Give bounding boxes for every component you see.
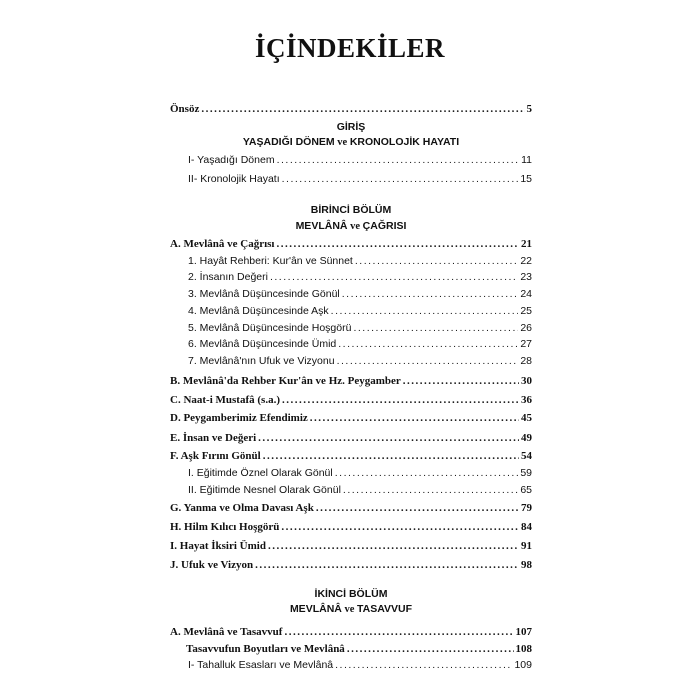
toc-entry-page: 23 [520, 271, 532, 283]
toc-entry [188, 152, 532, 168]
toc-entry-label: I- Yaşadığı Dönem [188, 154, 275, 166]
toc-entry-page: 15 [520, 173, 532, 185]
toc-entry-page: 45 [521, 412, 532, 424]
toc-entry-label: D. Peygamberimiz Efendimiz [170, 412, 308, 424]
dot-leader [201, 101, 524, 117]
dot-leader [277, 152, 520, 168]
toc-entry-page: 91 [521, 540, 532, 552]
toc-entry-page: 5 [526, 103, 532, 115]
toc-entry [170, 373, 532, 389]
toc-entry-label: Önsöz [170, 103, 200, 115]
toc-entry-label: II. Eğitimde Nesnel Olarak Gönül [188, 484, 341, 496]
toc-entry-page: 28 [520, 355, 532, 367]
subheading-part: MEVLÂNÂ [289, 603, 342, 615]
dot-leader [310, 410, 519, 426]
toc-entry-label: I- Tahalluk Esasları ve Mevlânâ [188, 659, 334, 671]
toc-entry [170, 557, 532, 573]
toc-entry-onsoz [170, 101, 532, 117]
dot-leader [343, 482, 518, 498]
subheading-part: ÇAĞRISI [362, 220, 407, 232]
toc-entry-label: 7. Mevlânâ'nın Ufuk ve Vizyonu [188, 355, 335, 367]
toc-entry [170, 392, 532, 408]
toc-entry-page: 59 [520, 467, 532, 479]
toc-entry-page: 49 [521, 432, 532, 444]
toc-entry-page: 54 [521, 450, 532, 462]
toc-entry-label: A. Mevlânâ ve Tasavvuf [170, 626, 283, 638]
toc-entry-page: 11 [521, 154, 532, 166]
toc-entry-page: 24 [520, 288, 532, 300]
toc-entry-page: 109 [514, 659, 532, 671]
toc-entry [170, 519, 532, 535]
toc-entry-page: 25 [520, 305, 532, 317]
dot-leader [282, 171, 519, 187]
toc-entry-page: 21 [521, 238, 532, 250]
toc-entry-label: 3. Mevlânâ Düşüncesinde Gönül [188, 288, 340, 300]
dot-leader [281, 519, 519, 535]
toc-entry-page: 65 [520, 484, 532, 496]
toc-entry [188, 465, 532, 481]
toc-entry [188, 353, 532, 369]
toc-entry [170, 500, 532, 516]
toc-entry-page: 30 [521, 375, 532, 387]
toc-entry-page: 98 [521, 559, 532, 571]
toc-entry-label: Tasavvufun Boyutları ve Mevlânâ [186, 643, 345, 655]
subheading-part: TASAVVUF [357, 603, 413, 615]
dot-leader [316, 500, 519, 516]
dot-leader [255, 557, 519, 573]
toc-entry [188, 320, 532, 336]
toc-entry-label: I. Eğitimde Öznel Olarak Gönül [188, 467, 333, 479]
subheading-connector: ve [341, 604, 358, 615]
toc-entry [188, 269, 532, 285]
subheading-connector: ve [334, 137, 350, 148]
subheading-connector: ve [347, 221, 363, 232]
dot-leader [353, 320, 518, 336]
subheading-part: YAŞADIĞI DÖNEM [242, 136, 335, 148]
toc-entry [188, 482, 532, 498]
toc-entry-page: 27 [520, 338, 532, 350]
dot-leader [284, 624, 513, 640]
section-heading-birinci: BİRİNCİ BÖLÜM [310, 204, 392, 216]
dot-leader [335, 657, 512, 673]
dot-leader [403, 373, 519, 389]
toc-entry [188, 336, 532, 352]
toc-entry-label: G. Yanma ve Olma Davası Aşk [170, 502, 314, 514]
toc-entry-page: 36 [521, 394, 532, 406]
toc-entry [170, 410, 532, 426]
toc-entry-label: 5. Mevlânâ Düşüncesinde Hoşgörü [188, 322, 352, 334]
dot-leader [338, 336, 518, 352]
dot-leader [268, 538, 519, 554]
toc-entry [186, 641, 532, 657]
toc-entry-label: C. Naat-i Mustafâ (s.a.) [170, 394, 280, 406]
toc-entry-label: 4. Mevlânâ Düşüncesinde Aşk [188, 305, 329, 317]
toc-entry-label: 2. İnsanın Değeri [188, 271, 268, 283]
section-heading-ikinci: İKİNCİ BÖLÜM [314, 588, 388, 600]
toc-entry-page: 108 [515, 643, 532, 655]
toc-entry [188, 253, 532, 269]
dot-leader [337, 353, 519, 369]
dot-leader [342, 286, 519, 302]
toc-entry-label: 6. Mevlânâ Düşüncesinde Ümid [188, 338, 337, 350]
section-subheading-giris [170, 134, 532, 151]
toc-entry [188, 286, 532, 302]
subheading-part: MEVLÂNÂ [295, 220, 348, 232]
toc-entry [188, 303, 532, 319]
toc-entry-page: 26 [520, 322, 532, 334]
section-heading-giris: GİRİŞ [336, 121, 366, 133]
dot-leader [258, 430, 519, 446]
toc-entry-label: 1. Hayât Rehberi: Kur'ân ve Sünnet [188, 255, 353, 267]
dot-leader [270, 269, 518, 285]
toc-entry-label: J. Ufuk ve Vizyon [170, 559, 254, 571]
toc-entry-page: 79 [521, 502, 532, 514]
dot-leader [282, 392, 519, 408]
toc-entry-page: 107 [515, 626, 532, 638]
dot-leader [335, 465, 519, 481]
toc-entry-label: B. Mevlânâ'da Rehber Kur'ân ve Hz. Peygamber [170, 375, 401, 387]
toc-entry [170, 430, 532, 446]
toc-entry-label: E. İnsan ve Değeri [170, 432, 257, 444]
toc-entry-label: I. Hayat İksiri Ümid [170, 540, 266, 552]
dot-leader [331, 303, 519, 319]
section-subheading-birinci [170, 218, 532, 235]
toc-entry-label: F. Aşk Fırını Gönül [170, 450, 261, 462]
toc-entry [170, 448, 532, 464]
toc-entry [170, 624, 532, 640]
dot-leader [347, 641, 514, 657]
toc-entry-page: 84 [521, 521, 532, 533]
subheading-part: KRONOLOJİK HAYATI [349, 136, 460, 148]
toc-entry-label: A. Mevlânâ ve Çağrısı [170, 238, 275, 250]
toc-entry-label: II- Kronolojik Hayatı [188, 173, 280, 185]
page-title: İÇİNDEKİLER [254, 33, 446, 63]
dot-leader [263, 448, 519, 464]
dot-leader [355, 253, 518, 269]
toc-entry [188, 171, 532, 187]
toc-entry-label: H. Hilm Kılıcı Hoşgörü [170, 521, 280, 533]
section-subheading-ikinci [170, 601, 532, 618]
toc-entry [170, 538, 532, 554]
toc-entry-page: 22 [520, 255, 532, 267]
toc-entry [188, 657, 532, 673]
toc-entry [170, 236, 532, 252]
dot-leader [276, 236, 519, 252]
